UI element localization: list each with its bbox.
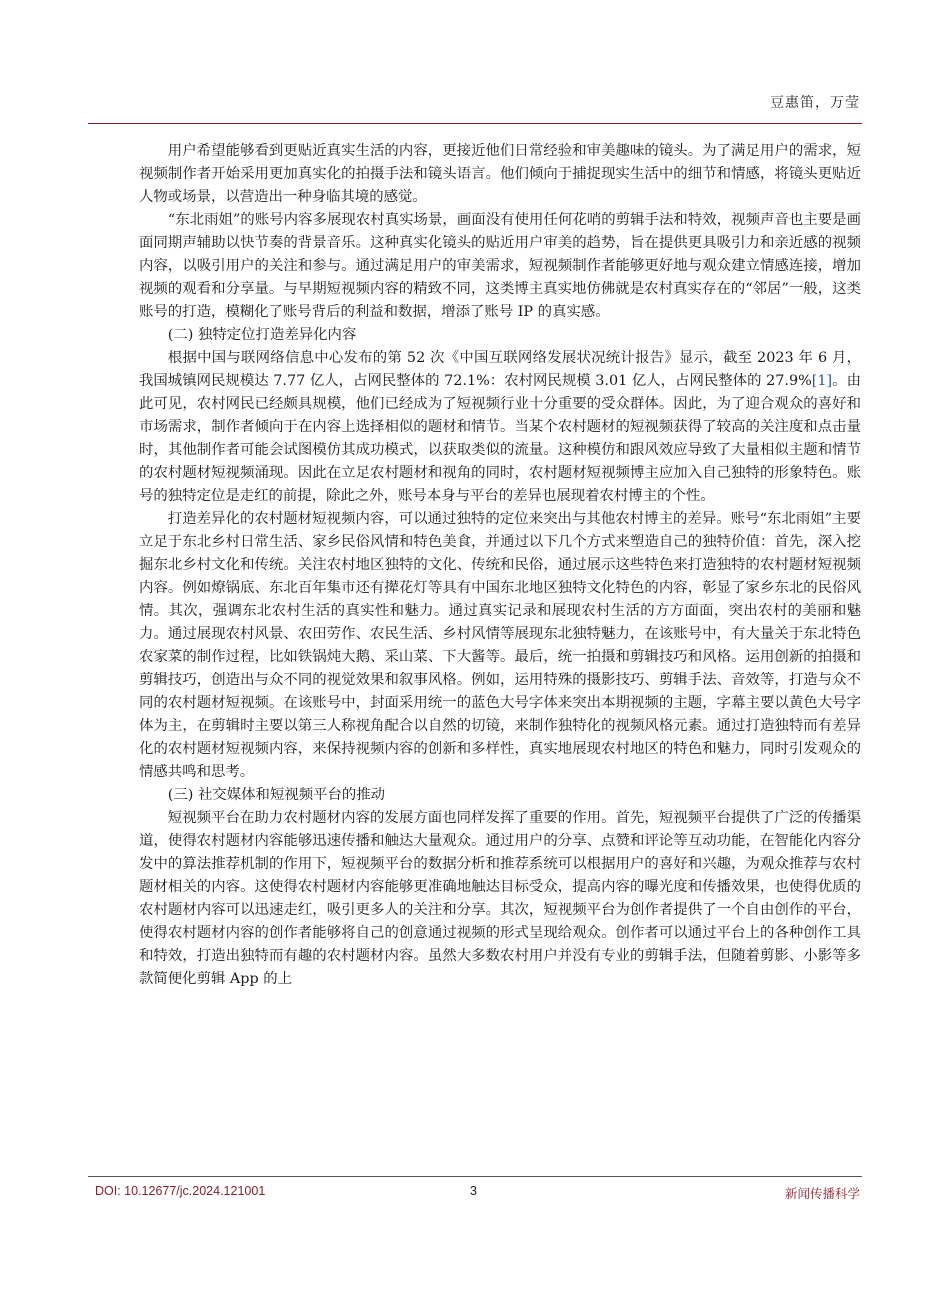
- paragraph: 打造差异化的农村题材短视频内容，可以通过独特的定位来突出与其他农村博主的差异。账号“东北雨姐”主要立足于东北乡村日常生活、家乡民俗风情和特色美食，并通过以下几个方式来塑造自己的独特价值：首先，深入挖掘东北乡村文化和传统。关注农村地区独特的文化、传统和民俗，通过展示这些特色来打造独特的农村题材短视频内容。例如燎锅底、东北百年集市还有撵花灯等具有中国东北地区独特文化特色的内容，彰显了家乡东北的民俗风情。其次，强调东北农村生活的真实性和魅力。通过真实记录和展现农村生活的方方面面，突出农村的美丽和魅力。通过展现农村风景、农田劳作、农民生活、乡村风情等展现东北独特魅力，在该账号中，有大量关于东北特色农家菜的制作过程，比如铁锅炖大鹅、采山菜、下大酱等。最后，统一拍摄和剪辑技巧和风格。运用创新的拍摄和剪辑技巧，创造出与众不同的视觉效果和叙事风格。例如，运用特殊的摄影技巧、剪辑手法、音效等，打造与众不同的农村题材短视频。在该账号中，封面采用统一的蓝色大号字体来突出本期视频的主题，字幕主要以黄色大号字体为主，在剪辑时主要以第三人称视角配合以自然的切镜，来制作独特化的视频风格元素。通过打造独特而有差异化的农村题材短视频内容，来保持视频内容的创新和多样性，真实地展现农村地区的特色和魅力，同时引发观众的情感共鸣和思考。: [139, 511, 861, 780]
- header-divider: [88, 123, 862, 124]
- page-number: 3: [470, 1184, 477, 1198]
- paragraph: “东北雨姐”的账号内容多展现农村真实场景，画面没有使用任何花哨的剪辑手法和特效，视频声音也主要是画面同期声辅助以快节奏的背景音乐。这种真实化镜头的贴近用户审美的趋势，旨在提供更具吸引力和亲近感的视频内容，以吸引用户的关注和参与。通过满足用户的审美需求，短视频制作者能够更好地与观众建立情感连接，增加视频的观看和分享量。与早期短视频内容的精致不同，这类博主真实地仿佛就是农村真实存在的“邻居”一般，这类账号的打造，模糊化了账号背后的利益和数据，增添了账号 IP 的真实感。: [139, 212, 861, 320]
- paragraph-text: 。由此可见，农村网民已经颇具规模，他们已经成为了短视频行业十分重要的受众群体。因此，为了迎合观众的喜好和市场需求，制作者倾向于在内容上选择相似的题材和情节。当某个农村题材的短视频获得了较高的关注度和点击量时，其他制作者可能会试图模仿其成功模式，以获取类似的流量。这种模仿和跟风效应导致了大量相似主题和情节的农村题材短视频涌现。因此在立足农村题材和视角的同时，农村题材短视频博主应加入自己独特的形象特色。账号的独特定位是走红的前提，除此之外，账号本身与平台的差异也展现着农村博主的个性。: [139, 373, 861, 504]
- article-body: [139, 140, 861, 991]
- paragraph: 用户希望能够看到更贴近真实生活的内容，更接近他们日常经验和审美趣味的镜头。为了满足用户的需求，短视频制作者开始采用更加真实化的拍摄手法和镜头语言。他们倾向于捕捉现实生活中的细节和情感，将镜头更贴近人物或场景，以营造出一种身临其境的感觉。: [139, 143, 861, 205]
- section-heading: (三) 社交媒体和短视频平台的推动: [167, 787, 386, 803]
- footer-divider: [88, 1176, 862, 1177]
- paragraph: [139, 347, 861, 508]
- citation-link[interactable]: [1]: [811, 373, 833, 389]
- footer-journal-name: 新闻传播科学: [784, 1186, 860, 1201]
- paragraph: 短视频平台在助力农村题材内容的发展方面也同样发挥了重要的作用。首先，短视频平台提供了广泛的传播渠道，使得农村题材内容能够迅速传播和触达大量观众。通过用户的分享、点赞和评论等互动功能，在智能化内容分发中的算法推荐机制的作用下，短视频平台的数据分析和推荐系统可以根据用户的喜好和兴趣，为观众推荐与农村题材相关的内容。这使得农村题材内容能够更准确地触达目标受众，提高内容的曝光度和传播效果，也使得优质的农村题材内容可以迅速走红，吸引更多人的关注和分享。其次，短视频平台为创作者提供了一个自由创作的平台，使得农村题材内容的创作者能够将自己的创意通过视频的形式呈现给观众。创作者可以通过平台上的各种创作工具和特效，打造出独特而有趣的农村题材内容。虽然大多数农村用户并没有专业的剪辑手法，但随着剪影、小影等多款简便化剪辑 App 的上: [139, 810, 861, 987]
- paragraph-text: 根据中国与联网络信息中心发布的第 52 次《中国互联网络发展状况统计报告》显示，截至 2023 年 6 月，我国城镇网民规模达 7.77 亿人，占网民整体的 72.1%：农村网民规模 3.01 亿人，占网民整体的 27.9%: [139, 350, 861, 389]
- footer-doi[interactable]: DOI: 10.12677/jc.2024.121001: [95, 1184, 266, 1198]
- section-heading: (二) 独特定位打造差异化内容: [167, 327, 357, 343]
- running-header-authors: 豆惠笛，万莹: [770, 95, 860, 111]
